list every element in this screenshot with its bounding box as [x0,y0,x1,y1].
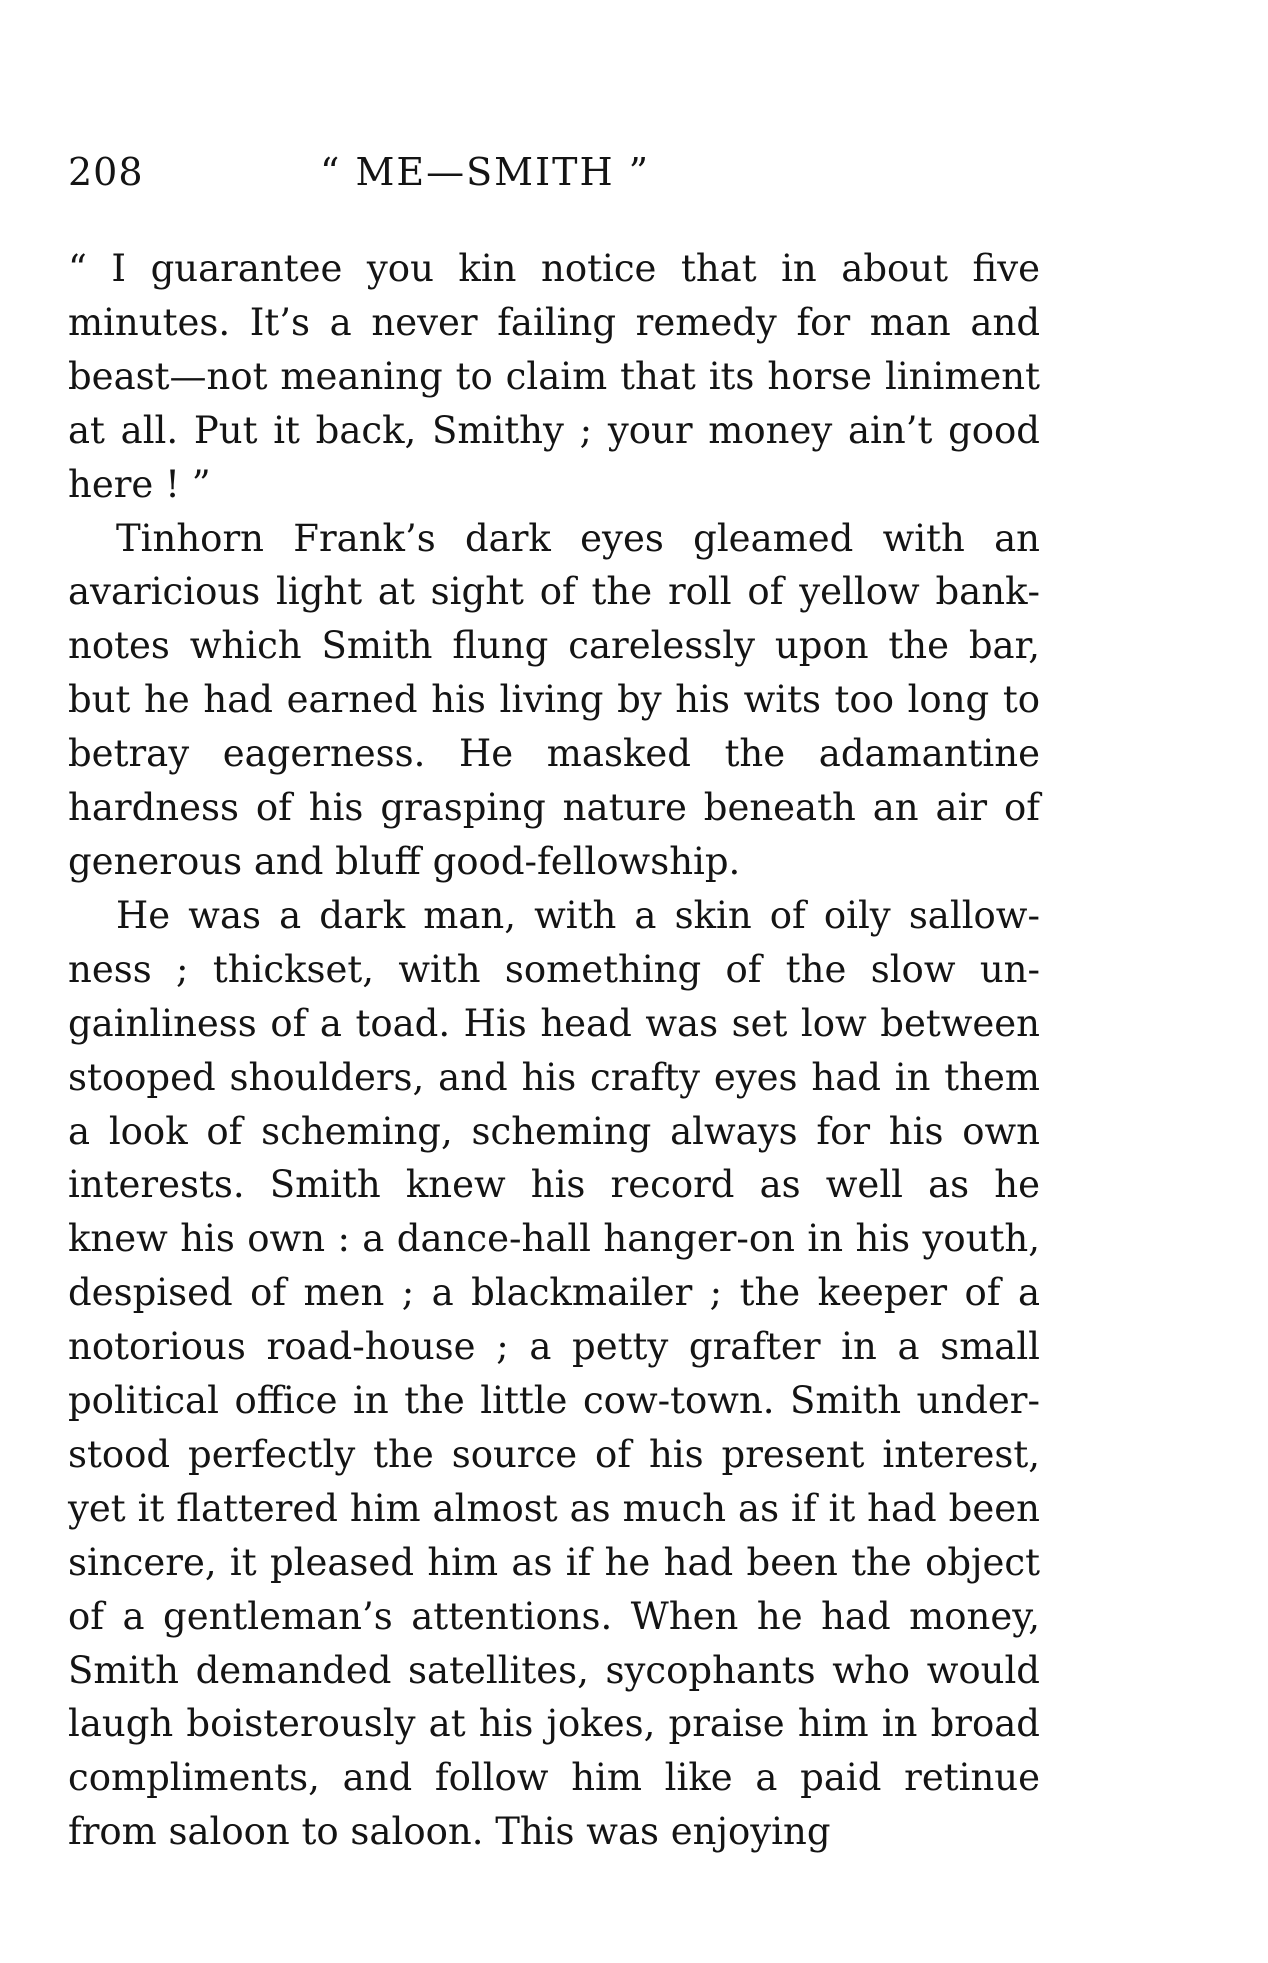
running-head [68,150,1048,200]
body-text [68,242,1040,1859]
running-title: “ ME—SMITH ” [320,150,651,194]
paragraph: Tinhorn Frank’s dark eyes gleamed with an avaricious light at sight of the roll of yellow banknotes which Smith flung carelessly upon the bar, but he had earned his living by his wits too long to betray eagerness. He masked the adamantine hardness of his grasping nature beneath an air of generous and bluff good-fellowship. [68,516,1040,883]
paragraph: He was a dark man, with a skin of oily sallowness ; thickset, with something of the slow ungainliness of a toad. His head was set low between stooped shoulders, and his crafty eyes had in them a look of scheming, scheming always for his own interests. Smith knew his record as well as he knew his own : a dance-hall hanger-on in his youth, despised of men ; a blackmailer ; the keeper of a notorious road-house ; a petty grafter in a small political office in the little cow-town. Smith understood perfectly the source of his present interest, yet it flattered him almost as much as if it had been sincere, it pleased him as if he had been the object of a gentleman’s attentions. When he had money, Smith demanded satellites, sycophants who would laugh boisterously at his jokes, praise him in broad compliments, and follow him like a paid retinue from saloon to saloon. This was enjoying [68,893,1040,1854]
paragraph: “ I guarantee you kin notice that in about five minutes. It’s a never failing remedy for man and beast—not meaning to claim that its horse liniment at all. Put it back, Smithy ; your money ain’t good here ! ” [68,247,1040,506]
page-number: 208 [68,150,144,194]
